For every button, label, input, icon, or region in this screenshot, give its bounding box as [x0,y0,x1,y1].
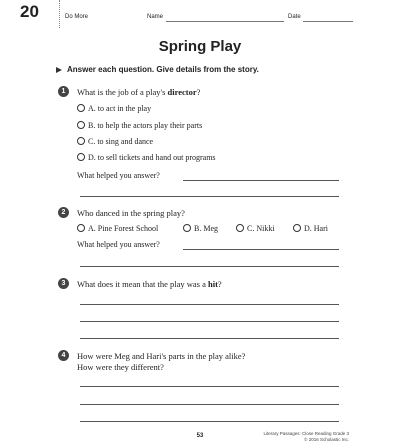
radio-circle-icon [77,137,85,145]
radio-circle-icon [77,121,85,129]
question-number-1: 1 [58,86,69,97]
radio-circle-icon [293,224,301,232]
footer-page-number: 53 [196,433,204,439]
question-3-text: What does it mean that the play was a hit? [77,279,222,289]
q1-option-a[interactable]: A. to act in the play [77,104,151,113]
question-number-2: 2 [58,207,69,218]
name-label: Name [147,14,164,20]
radio-circle-icon [77,104,85,112]
page-title: Spring Play [158,38,242,55]
question-number-4: 4 [58,350,69,361]
question-4-line-1: How were Meg and Hari's parts in the play alike? [77,351,246,361]
q2-option-a[interactable]: A. Pine Forest School [77,224,158,233]
q1-helped-answer-line[interactable] [183,180,339,181]
q2-option-d[interactable]: D. Hari [293,224,328,233]
do-more-label: Do More [65,14,89,20]
question-1-text: What is the job of a play's director? [77,87,201,97]
q1-helped-label: What helped you answer? [77,171,160,180]
q1-option-b[interactable]: B. to help the actors play their parts [77,121,202,130]
radio-circle-icon [183,224,191,232]
q4-answer-line-1[interactable] [80,386,339,387]
date-field[interactable] [303,21,353,22]
radio-circle-icon [77,224,85,232]
date-label: Date [288,14,301,20]
q3-answer-line-2[interactable] [80,321,339,322]
page-number: 20 [20,2,39,21]
header-divider [59,0,60,28]
q1-option-d[interactable]: D. to sell tickets and hand out programs [77,153,216,162]
q2-option-c[interactable]: C. Nikki [236,224,275,233]
q4-answer-line-3[interactable] [80,421,339,422]
question-4-line-2: How were they different? [77,362,164,372]
arrow-right-icon [56,67,62,73]
radio-circle-icon [236,224,244,232]
question-number-3: 3 [58,278,69,289]
q1-answer-line[interactable] [80,196,339,197]
q2-option-b[interactable]: B. Meg [183,224,218,233]
q2-helped-answer-line[interactable] [183,249,339,250]
q2-helped-label: What helped you answer? [77,240,160,249]
name-field[interactable] [166,21,284,22]
q3-answer-line-1[interactable] [80,304,339,305]
instruction-text: Answer each question. Give details from the story. [67,65,259,74]
radio-circle-icon [77,153,85,161]
q2-answer-line[interactable] [80,266,339,267]
footer-source-line-2: © 2016 Scholastic Inc. [304,437,349,442]
q3-answer-line-3[interactable] [80,338,339,339]
question-2-text: Who danced in the spring play? [77,208,185,218]
footer-source-line-1: Literary Passages: Close Reading Grade 3 [263,431,349,436]
q1-option-c[interactable]: C. to sing and dance [77,137,153,146]
q4-answer-line-2[interactable] [80,404,339,405]
